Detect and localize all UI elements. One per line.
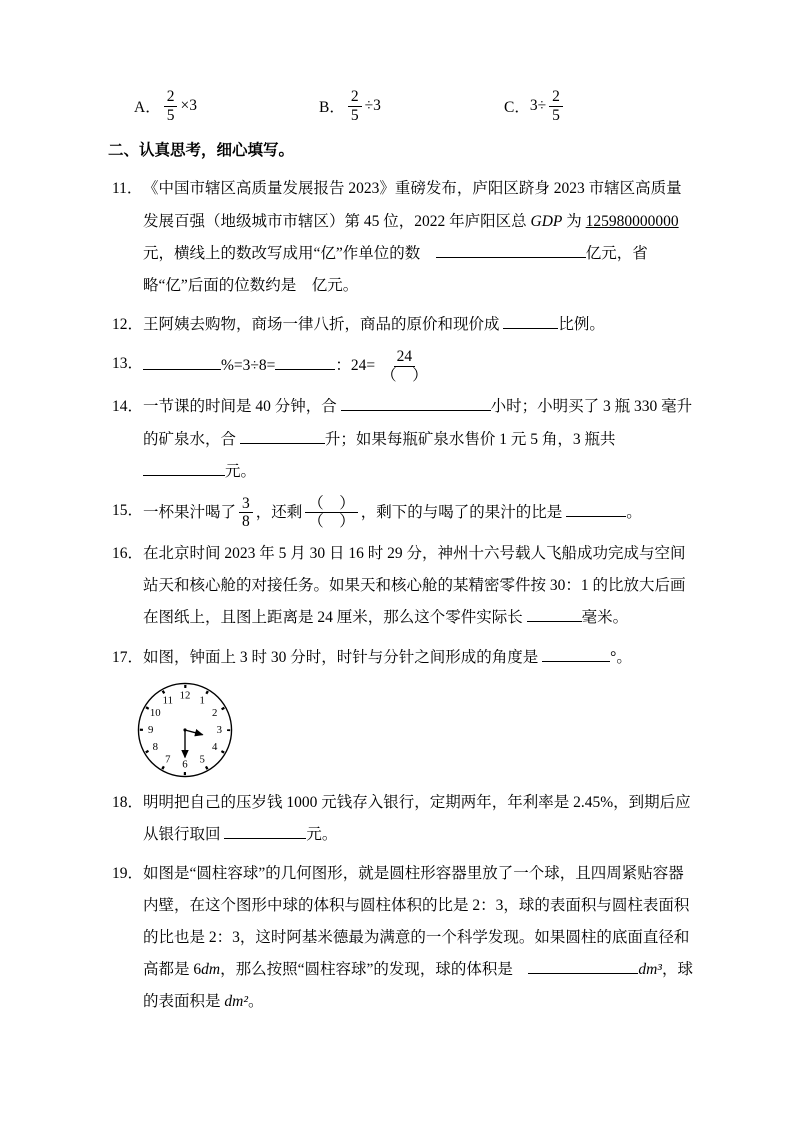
fraction-denominator: 8 (242, 513, 250, 531)
question-text: ，球的表面积是 (143, 961, 693, 1011)
clock-image (136, 681, 234, 779)
answer-blank (528, 958, 638, 974)
answer-blank (224, 823, 306, 839)
fraction-denominator: （ ） (308, 513, 355, 531)
question-text: 元。 (225, 462, 257, 480)
question-15 (112, 495, 694, 532)
option-a (134, 88, 319, 125)
fraction (348, 88, 362, 125)
answer-blank (275, 354, 335, 370)
question-number: 17． (112, 648, 144, 666)
question-text: 一杯果汁喝了 (143, 503, 237, 521)
fraction (549, 88, 563, 125)
question-text: ，还剩 (255, 503, 303, 521)
gdp-label: GDP (530, 212, 563, 230)
option-a-label: A． (134, 99, 161, 117)
hour-hand (185, 730, 203, 735)
question-text: 亿元，省略“亿”后面的位数约是 亿元。 (143, 244, 648, 294)
clock-number: 6 (182, 757, 188, 770)
fraction-numerator: 3 (239, 495, 253, 514)
question-17 (112, 642, 694, 674)
question-text: 。 (247, 993, 264, 1011)
question-text: ：24= (335, 356, 376, 374)
question-text: ，那么按照“圆柱容球”的发现，球的体积是 (220, 961, 529, 978)
question-text: 小时；小明买了 3 瓶 330 毫升的矿泉水，合 (143, 398, 693, 448)
question-text: %=3÷8= (221, 356, 276, 374)
clock-figure (136, 681, 234, 779)
fraction (239, 495, 253, 532)
fraction (164, 88, 178, 125)
question-text: ，剩下的与喝了的果汁的比是 (360, 503, 567, 521)
fraction-denominator: 5 (350, 106, 359, 124)
question-number: 14． (112, 398, 144, 416)
fraction (305, 495, 358, 532)
question-text: °。 (610, 648, 632, 666)
unit-dm2: dm² (224, 993, 248, 1011)
unit-dm3: dm³ (638, 961, 662, 978)
question-text: 毫米。 (581, 609, 629, 627)
question-text: 升；如果每瓶矿泉水售价 1 元 5 角，3 瓶共 (324, 430, 616, 448)
clock-number: 2 (211, 706, 218, 719)
unit-dm: dm (201, 961, 221, 978)
fraction-numerator: 2 (164, 88, 178, 107)
section-title: 二、认真思考，细心填写。 (108, 141, 295, 159)
question-number: 18． (112, 793, 144, 811)
fraction-denominator: 5 (552, 106, 560, 124)
question-number: 16． (112, 545, 144, 563)
question-number: 19． (112, 864, 144, 882)
answer-blank (527, 606, 582, 622)
question-12 (112, 309, 694, 341)
question-text: 在北京时间 2023 年 5 月 30 日 16 时 29 分，神州十六号载人飞船成功完成与空间站天和核心舱的对接任务。如果天和核心舱的某精密零件按 30：1 的比放大后画在图纸上，且图上距离是 24 厘米，那么这个零件实际长 (143, 545, 686, 627)
fraction-numerator: 24 (394, 348, 416, 367)
question-16 (112, 538, 694, 634)
question-text: 。 (626, 503, 642, 521)
question-text: 一节课的时间是 40 分钟，合 (143, 398, 341, 416)
clock-number: 9 (148, 723, 154, 736)
question-19 (112, 858, 694, 1018)
question-14 (112, 391, 694, 487)
clock-number: 12 (179, 689, 191, 702)
question-text: 王阿姨去购物，商场一律八折，商品的原价和现价成 (143, 315, 504, 333)
question-text: 《中国市辖区高质量发展报告 2023》重磅发布，庐阳区跻身 2023 市辖区高质量发展百强（地级城市市辖区）第 45 位，2022 年庐阳区总 (143, 180, 682, 230)
answer-blank (542, 646, 610, 662)
clock-number: 8 (152, 740, 159, 753)
question-number: 12． (112, 315, 144, 333)
clock-number: 3 (216, 723, 222, 736)
clock-number: 4 (211, 740, 218, 753)
option-b (319, 88, 504, 125)
answer-blank (566, 501, 626, 517)
answer-blank (143, 354, 221, 370)
question-text: 明明把自己的压岁钱 1000 元钱存入银行，定期两年，年利率是 2.45%，到期后应从银行取回 (143, 793, 691, 843)
answer-blank (143, 460, 225, 476)
fraction-numerator: 2 (549, 88, 563, 107)
answer-options-row (134, 88, 694, 125)
question-number: 13． (112, 354, 144, 372)
fraction-denominator: （ ） (381, 366, 428, 384)
fraction-numerator: （ ） (305, 495, 358, 514)
clock-number: 1 (199, 693, 205, 706)
clock-number: 11 (162, 693, 174, 706)
answer-blank (503, 313, 558, 329)
fraction (378, 348, 431, 385)
option-c (504, 88, 689, 125)
answer-blank (240, 428, 325, 444)
question-text: 元，横线上的数改写成用“亿”作单位的数 (143, 244, 436, 262)
question-text: 如图是“圆柱容球”的几何图形，就是圆柱形容器里放了一个球，且四周紧贴容器内壁，在这个图形中球的体积与圆柱体积的比是 2：3，球的表面积与圆柱表面积的比也是 2：3，这时阿基米德最为满意的一个科学发现。如果圆柱的底面直径和高都是 6 (143, 864, 690, 978)
option-a-expression: ×3 (180, 97, 197, 115)
answer-blank (341, 395, 491, 411)
question-11 (112, 173, 694, 301)
clock-number: 5 (199, 753, 205, 766)
question-number: 15． (112, 501, 144, 519)
question-13 (112, 348, 694, 385)
question-number: 11． (112, 180, 143, 198)
option-c-expression: 3÷ (529, 97, 547, 115)
clock-center-dot (183, 728, 186, 731)
question-18 (112, 787, 694, 851)
question-text: 如图，钟面上 3 时 30 分时，时针与分针之间形成的角度是 (143, 648, 543, 666)
option-b-expression: ÷3 (364, 97, 381, 115)
question-text: 元。 (306, 825, 338, 843)
question-text: 为 (562, 212, 586, 230)
question-text: 比例。 (558, 315, 605, 333)
option-b-label: B． (319, 99, 345, 117)
clock-number: 7 (165, 753, 171, 766)
fraction-denominator: 5 (166, 106, 175, 124)
fraction-numerator: 2 (348, 88, 362, 107)
answer-blank (436, 242, 586, 258)
underlined-number: 125980000000 (585, 212, 679, 230)
option-c-label: C． (504, 99, 530, 117)
clock-number: 10 (149, 706, 161, 719)
